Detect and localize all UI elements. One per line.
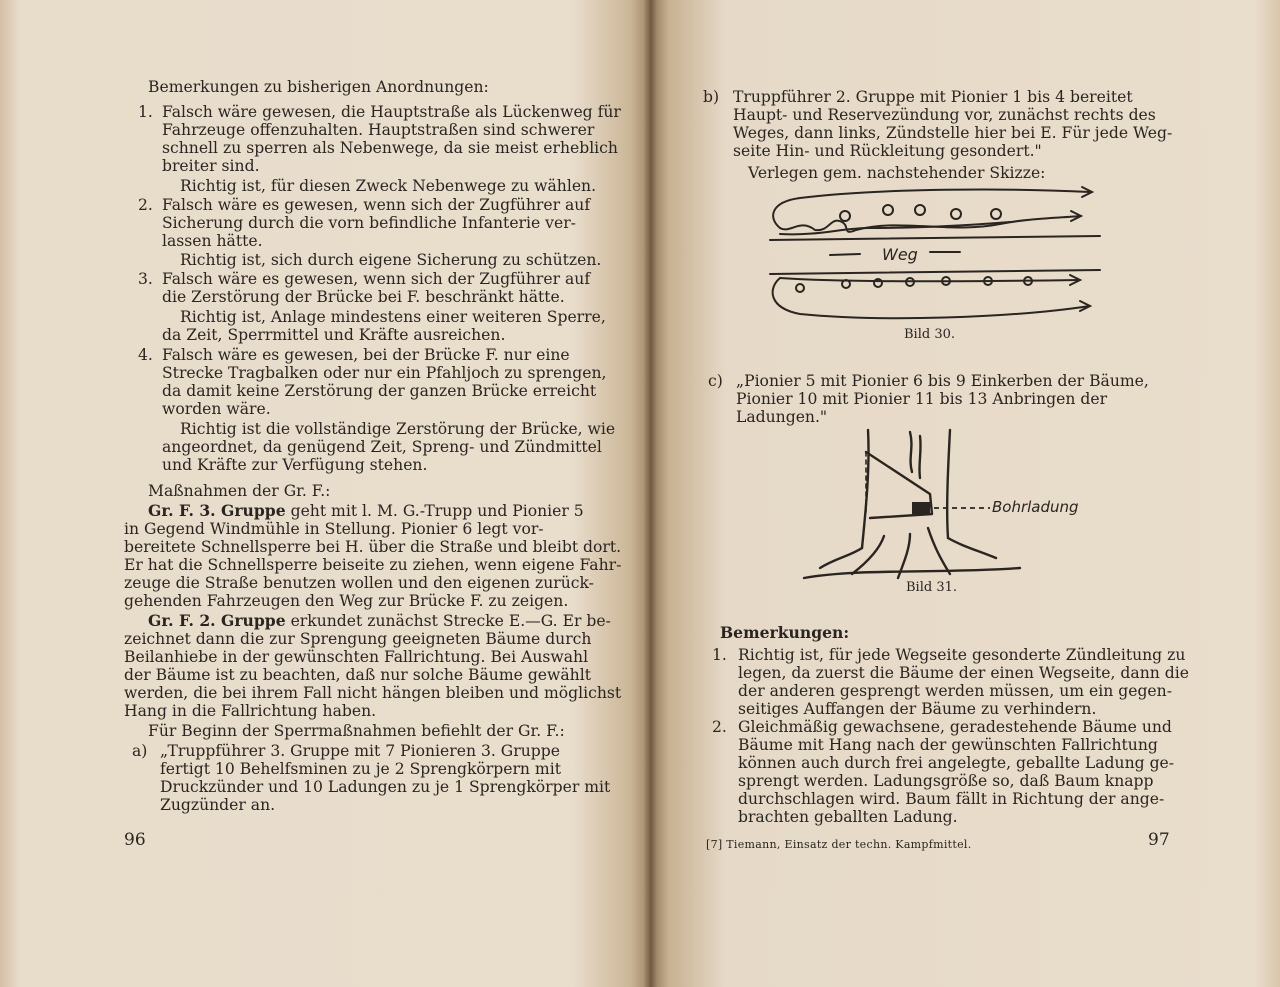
group3-line1	[148, 502, 584, 520]
remark2-line5: durchschlagen wird. Baum fällt in Richtung der ange-	[738, 790, 1165, 808]
item3-line2: die Zerstörung der Brücke bei F. beschränkt hätte.	[162, 288, 565, 306]
group2-line4: der Bäume ist zu beachten, daß nur solche Bäume gewählt	[124, 666, 591, 684]
item-a-line4: Zugzünder an.	[160, 796, 276, 814]
footer-signature: [7] Tiemann, Einsatz der techn. Kampfmittel.	[706, 838, 972, 851]
road-edge-bottom	[770, 270, 1100, 274]
figure-31-caption: Bild 31.	[906, 580, 957, 595]
figure-30-road-label: Weg	[882, 245, 918, 264]
group3-first: geht mit l. M. G.-Trupp und Pionier 5	[285, 502, 584, 520]
measures-heading: Maßnahmen der Gr. F.:	[148, 482, 331, 500]
item2-line2: Sicherung durch die vorn befindliche Infanterie ver-	[162, 214, 576, 232]
item-b-line3: Weges, dann links, Zündstelle hier bei E. Für jede Weg-	[733, 124, 1173, 142]
tree-root-right	[948, 538, 996, 558]
item-a-line3: Druckzünder und 10 Ladungen zu je 1 Sprengkörper mit	[160, 778, 611, 796]
remark2-line6: brachten geballten Ladung.	[738, 808, 958, 826]
item1-correct: Richtig ist, für diesen Zweck Nebenwege zu wählen.	[180, 177, 597, 195]
remark2-line2: Bäume mit Hang nach der gewünschten Fallrichtung	[738, 736, 1158, 754]
remark1-line3: der anderen gesprengt werden müssen, um ein gegen-	[738, 682, 1172, 700]
upper-charge-4	[951, 209, 961, 219]
tree-root-left	[820, 548, 862, 568]
item-c-label: c)	[708, 372, 723, 390]
figure-31-charge-label: Bohrladung	[992, 498, 1079, 516]
road-edge-top	[770, 236, 1100, 240]
remark2-number: 2.	[712, 718, 727, 736]
group3-line2: in Gegend Windmühle in Stellung. Pionier 6 legt vor-	[124, 520, 544, 538]
upper-outgoing-wire	[773, 190, 1090, 228]
item3-correct-1: Richtig ist, Anlage mindestens einer weiteren Sperre,	[180, 308, 606, 326]
tree-root-mid-left	[852, 536, 884, 574]
remark1-line4: seitiges Auffangen der Bäume zu verhindern.	[738, 700, 1097, 718]
remark2-line4: sprengt werden. Ladungsgröße so, daß Baum knapp	[738, 772, 1154, 790]
group2-line3: Beilanhiebe in der gewünschten Fallrichtung. Bei Auswahl	[124, 648, 589, 666]
item-a-line1: „Truppführer 3. Gruppe mit 7 Pionieren 3. Gruppe	[160, 742, 560, 760]
lower-outgoing-wire	[773, 278, 1090, 318]
group2-line5: werden, die bei ihrem Fall nicht hängen bleiben und möglichst	[124, 684, 622, 702]
item-b-line4: seite Hin- und Rückleitung gesondert."	[733, 142, 1042, 160]
figure-31-tree-charge	[800, 428, 1100, 588]
remark1-number: 1.	[712, 646, 727, 664]
remark1-line1: Richtig ist, für jede Wegseite gesonderte Zündleitung zu	[738, 646, 1186, 664]
upper-charge-3	[915, 205, 925, 215]
tree-bark-1	[910, 432, 912, 472]
item2-number: 2.	[138, 196, 153, 214]
item3-number: 3.	[138, 270, 153, 288]
tree-trunk-left	[862, 430, 869, 548]
group2-line2: zeichnet dann die zur Sprengung geeigneten Bäume durch	[124, 630, 592, 648]
road-dash-left	[830, 254, 860, 255]
item3-correct-2: da Zeit, Sperrmittel und Kräfte ausreichen.	[162, 326, 506, 344]
remarks-heading: Bemerkungen:	[720, 623, 850, 642]
group2-line6: Hang in die Fallrichtung haben.	[124, 702, 377, 720]
item1-line4: breiter sind.	[162, 157, 260, 175]
item4-correct-2: angeordnet, da genügend Zeit, Spreng- und Zündmittel	[162, 438, 602, 456]
lower-return-wire	[780, 278, 1080, 281]
upper-charge-1	[840, 211, 850, 221]
item4-line4: worden wäre.	[162, 400, 271, 418]
figure-30-wiring-sketch	[760, 178, 1100, 328]
tree-bark-2	[919, 436, 920, 478]
item-b-line2: Haupt- und Reservezündung vor, zunächst rechts des	[733, 106, 1156, 124]
item-c-line2: Pionier 10 mit Pionier 11 bis 13 Anbringen der	[736, 390, 1108, 408]
group3-line4: Er hat die Schnellsperre beiseite zu ziehen, wenn eigene Fahr-	[124, 556, 622, 574]
remark2-line3: können auch durch frei angelegte, geballte Ladung ge-	[738, 754, 1175, 772]
item4-correct-3: und Kräfte zur Verfügung stehen.	[162, 456, 428, 474]
left-heading: Bemerkungen zu bisherigen Anordnungen:	[148, 78, 489, 96]
upper-return-wire	[780, 216, 1080, 232]
item1-line2: Fahrzeuge offenzuhalten. Hauptstraßen sind schwerer	[162, 121, 595, 139]
group2-first: erkundet zunächst Strecke E.—G. Er be-	[285, 612, 611, 630]
figure-30-caption: Bild 30.	[904, 327, 955, 342]
item-c-line3: Ladungen."	[736, 408, 828, 426]
group3-line3: bereitete Schnellsperre bei H. über die Straße und bleibt dort.	[124, 538, 622, 556]
group2-line1	[148, 612, 611, 630]
item2-correct: Richtig ist, sich durch eigene Sicherung zu schützen.	[180, 251, 602, 269]
begin-line: Für Beginn der Sperrmaßnahmen befiehlt der Gr. F.:	[148, 722, 565, 740]
right-page-number: 97	[1148, 830, 1170, 850]
item1-line3: schnell zu sperren als Nebenwege, da sie meist erheblich	[162, 139, 618, 157]
item2-line3: lassen hätte.	[162, 232, 263, 250]
item3-line1: Falsch wäre es gewesen, wenn sich der Zugführer auf	[162, 270, 591, 288]
group3-label: Gr. F. 3. Gruppe	[148, 501, 286, 520]
group3-line5: zeuge die Straße benutzen wollen und den eigenen zurück-	[124, 574, 594, 592]
item1-number: 1.	[138, 103, 153, 121]
item4-correct-1: Richtig ist die vollständige Zerstörung der Brücke, wie	[180, 420, 616, 438]
ground-line	[804, 568, 1020, 578]
sketch-intro: Verlegen gem. nachstehender Skizze:	[748, 164, 1046, 182]
item4-line2: Strecke Tragbalken oder nur ein Pfahljoch zu sprengen,	[162, 364, 607, 382]
item4-line3: da damit keine Zerstörung der ganzen Brücke erreicht	[162, 382, 597, 400]
item-a-line2: fertigt 10 Behelfsminen zu je 2 Sprengkörpern mit	[160, 760, 561, 778]
remark1-line2: legen, da zuerst die Bäume der einen Wegseite, dann die	[738, 664, 1189, 682]
lower-charge-1	[796, 284, 804, 292]
item-b-label: b)	[703, 88, 720, 106]
item2-line1: Falsch wäre es gewesen, wenn sich der Zugführer auf	[162, 196, 591, 214]
item4-line1: Falsch wäre es gewesen, bei der Brücke F. nur eine	[162, 346, 570, 364]
group2-label: Gr. F. 2. Gruppe	[148, 611, 286, 630]
item-c-line1: „Pionier 5 mit Pionier 6 bis 9 Einkerben der Bäume,	[736, 372, 1149, 390]
upper-charge-2	[883, 205, 893, 215]
upper-loop-wire	[780, 222, 1010, 234]
remark2-line1: Gleichmäßig gewachsene, geradestehende Bäume und	[738, 718, 1172, 736]
group3-line6: gehenden Fahrzeugen den Weg zur Brücke F. zu zeigen.	[124, 592, 569, 610]
upper-charge-5	[991, 209, 1001, 219]
bore-charge	[912, 502, 930, 514]
item4-number: 4.	[138, 346, 153, 364]
left-page-number: 96	[124, 830, 146, 850]
item1-line1: Falsch wäre gewesen, die Hauptstraße als Lückenweg für	[162, 103, 621, 121]
book-gutter	[644, 0, 658, 987]
tree-trunk-right	[947, 430, 950, 538]
item-a-label: a)	[132, 742, 148, 760]
item-b-line1: Truppführer 2. Gruppe mit Pionier 1 bis 4 bereitet	[733, 88, 1133, 106]
